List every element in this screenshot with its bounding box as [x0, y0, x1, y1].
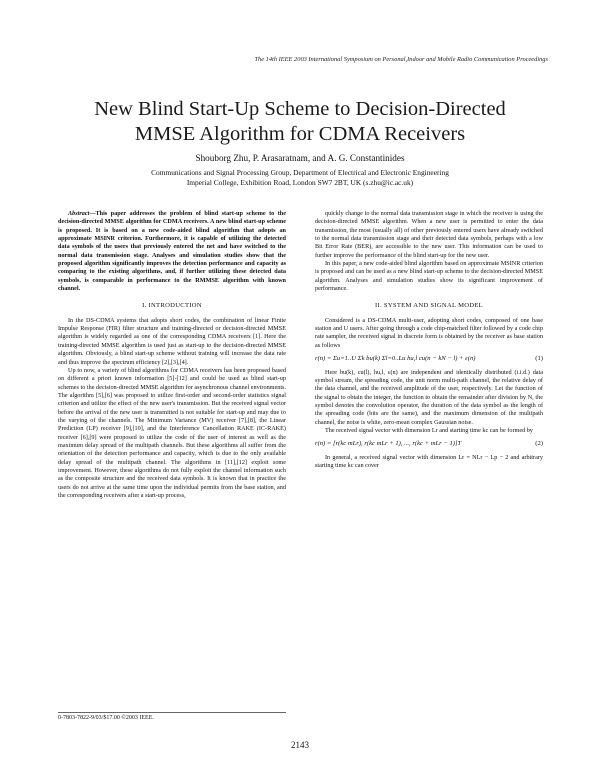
intro-paragraph: Up to now, a variety of blind algorithms for CDMA receivers has been proposed based on different a priori known information [5]-[12] and could be used as blind start-up schemes to the decision-directed MMSE algorithm for asynchronous channel environments. The algorithm [5],[6] was proposed to utilize first-order and second-order statistics signal criterion and utilize the effect of the new user's transmission. But the received signal vector before the arrival of the new user is transmitted is not suitable for start-up and may due to the varying of the channels. The Minimum Variance (MV) receiver [7],[8], the Linear Prediction (LP) receiver [9],[10], and the Interference Cancellation RAKE (IC-RAKE) receiver [6],[9] were proposed to utilize the code of the user of interest as well as the maximum delay spread of the multipath channels. But these algorithms all suffer from the orientation of the detection performance and capacity, which is due to the only available delay spread of the multipath channel. The algorithms in [11],[12] exploit some improvement. However, these algorithms do not fully exploit the channel information such as the composite structure and the received data symbols. It is known that in practice the users do not arrive at the same time upon the individual permits from the base station, and the corresponding receivers after a start-up process, — [58, 366, 286, 499]
equation-1-number: (1) — [535, 355, 543, 363]
right-column — [315, 210, 543, 470]
intro-paragraph: In this paper, a new code-aided blind algorithm based on approximate MSINR criterion is proposed and can be used as a new blind start-up scheme to the decision-directed MMSE algorithm. Analyses and simulation studies show its significant improvement of performance. — [315, 260, 543, 293]
system-paragraph: The received signal vector with dimension Lr and starting time kc can be formed by — [325, 426, 533, 434]
section-heading-system-model: II. SYSTEM AND SIGNAL MODEL — [374, 302, 484, 310]
equation-1-body: r(n) = Σu=1..U Σk bu(k) Σl=0..Lu hu,l cu(n − kN − l) + ε(n) — [315, 355, 476, 363]
affiliation-line-1: Communications and Signal Processing Group, Department of Electrical and Electronic Engineering — [151, 168, 449, 177]
system-paragraph: Here bu(k), cu(l), hu,l, ε(n) are independent and identically distributed (i.i.d.) data symbol stream, the spreading code, the unit norm multi-path channel, the relative delay of the data channel, and the received amplitude of the user, respectively. Let the function of the signal to obtain the integer, the function to obtain the remainder after division by N, the symbol denotes the convolution operator, the duration of the data symbol as the length of the spreading code (bits are the same), and the maximum dimension of the multipath channel, the noise is white, zero-mean complex Gaussian noise. — [315, 368, 543, 426]
copyright-footnote: 0-7803-7822-9/03/$17.00 ©2003 IEEE. — [58, 712, 286, 721]
equation-2-number: (2) — [535, 440, 543, 448]
system-paragraph: In general, a received signal vector with dimension Lr = NLr − Lp − 2 and arbitrary starting time kc can cover — [315, 453, 543, 469]
page-number: 2143 — [291, 740, 309, 750]
title-line-1: New Blind Start-Up Scheme to Decision-Directed — [94, 98, 506, 120]
equation-1 — [315, 355, 543, 363]
intro-paragraph: quickly change to the normal data transmission stage in which the receiver is using the decision-directed MMSE algorithm. When a new user is permitted to enter the data transmission, the most (usually all) of other previously entered users have already switched to the normal data transmission stage and their detected data symbols, perhaps with a low Bit Error Rate (BER), are accessible to the new user. This information can be used to further improve the performance of the blind start-up for the new user. — [315, 210, 543, 259]
system-paragraph: Considered is a DS-CDMA multi-user, adopting short codes, composed of one base station and U users. After going through a code chip-matched filter followed by a code chip rate sampler, the received signal in discrete form is obtained by the receiver as base station as follows — [315, 316, 543, 349]
paper-title — [0, 97, 600, 147]
equation-2 — [315, 440, 543, 448]
abstract-text: This paper addresses the problem of blind start-up scheme to the decision-directed MMSE algorithm for CDMA receivers. A new blind start-up scheme is proposed. It is based on a new code-aided blind algorithm that adopts an approximate MSINR criterion. Furthermore, it is capable of utilizing the detected data symbols of the users that previously entered the net and have switched to the normal data transmission stage. Analyses and simulation studies show that the proposed algorithm significantly improves the detection performance and capacity as comparing to the existing algorithms, and, if further utilizing these detected data symbols, is comparable in performance to the RMMSE algorithm with known channel. — [58, 210, 286, 293]
affiliation-line-2: Imperial College, Exhibition Road, London SW7 2BT, UK (s.zhu@ic.ac.uk) — [186, 178, 414, 187]
affiliation — [0, 168, 600, 188]
abstract: Abstract—This paper addresses the problem of blind start-up scheme to the decision-directed MMSE algorithm for CDMA receivers. A new blind start-up scheme is proposed. It is based on a new code-aided blind algorithm that adopts an approximate MSINR criterion. Furthermore, it is capable of utilizing the detected data symbols of the users that previously entered the net and have switched to the normal data transmission stage. Analyses and simulation studies show that the proposed algorithm significantly improves the detection performance and capacity as comparing to the existing algorithms, and, if further utilizing these detected data symbols, is comparable in performance to the RMMSE algorithm with known channel. — [58, 210, 286, 293]
abstract-label: Abstract — [68, 210, 90, 217]
title-line-2: MMSE Algorithm for CDMA Receivers — [134, 123, 466, 145]
equation-2-body: r(n) = [r(kc mLr), r(kc mLr + 1), ..., r(kc + mLr − 1)]T — [315, 440, 462, 448]
conference-header: The 14th IEEE 2003 International Symposium on Personal,Indoor and Mobile Radio Communication Proceedings — [254, 56, 548, 63]
left-column — [58, 210, 286, 500]
intro-paragraph: In the DS-CDMA systems that adopts short codes, the combination of linear Finite Impulse Response (FIR) filter structure and training-directed or decision-directed MMSE algorithm is widely regarded as one of the corresponding CDMA receivers [1]. Here the training-directed MMSE algorithm is used just as start-up to the decision-directed MMSE algorithm. Obviously, a blind start-up scheme without training will increase the data rate and thus improve the spectrum efficiency [2],[3],[4]. — [58, 316, 286, 366]
authors: Shouborg Zhu, P. Arasaratnam, and A. G. Constantinides — [195, 153, 405, 163]
section-heading-introduction: I. INTRODUCTION — [142, 302, 202, 310]
